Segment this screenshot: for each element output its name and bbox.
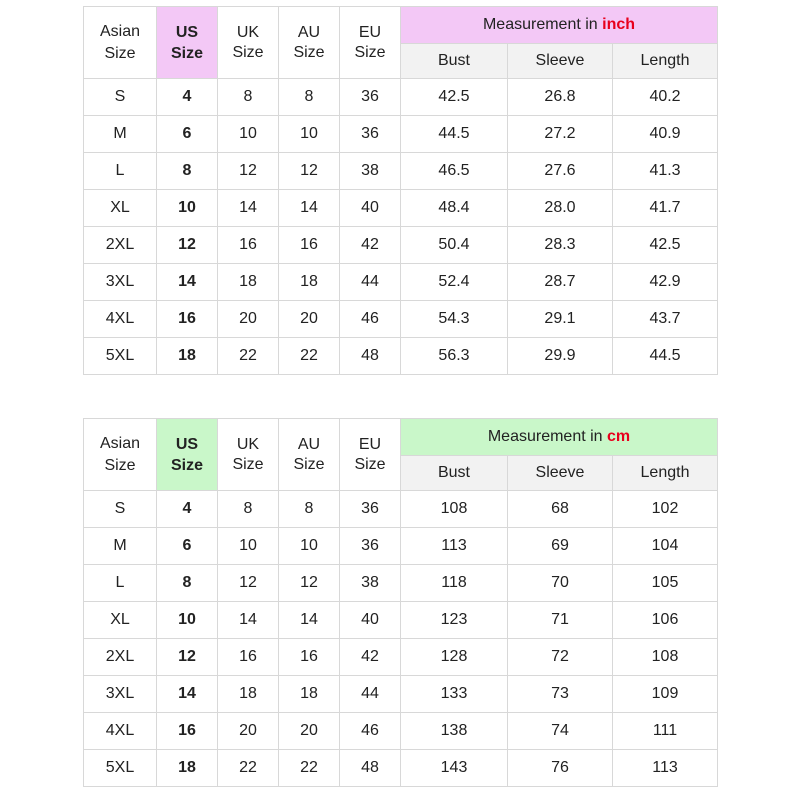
bust-cell: 50.4 [401, 227, 508, 264]
au-size-cell: 18 [279, 264, 340, 301]
eu-size-cell: 48 [340, 338, 401, 375]
asian-size-cell: 4XL [84, 713, 157, 750]
us-size-header [157, 7, 218, 79]
table-row [84, 491, 718, 528]
asian-size-header-line2: Size [104, 456, 136, 474]
length-cell: 106 [613, 602, 718, 639]
length-cell: 42.5 [613, 227, 718, 264]
au-size-cell: 16 [279, 639, 340, 676]
asian-size-cell: 4XL [84, 301, 157, 338]
us-size-header-line2: Size [170, 44, 203, 62]
uk-size-header [218, 7, 279, 79]
us-size-cell: 8 [157, 565, 218, 602]
sleeve-cell: 28.3 [508, 227, 613, 264]
length-cell: 42.9 [613, 264, 718, 301]
sleeve-cell: 28.0 [508, 190, 613, 227]
sleeve-cell: 74 [508, 713, 613, 750]
eu-size-header-line2: Size [354, 43, 386, 61]
bust-cell: 143 [401, 750, 508, 787]
bust-header: Bust [401, 456, 508, 491]
asian-size-cell: L [84, 153, 157, 190]
sleeve-cell: 71 [508, 602, 613, 639]
us-size-cell: 18 [157, 750, 218, 787]
table-row [84, 528, 718, 565]
eu-size-cell: 42 [340, 227, 401, 264]
au-size-header-line2: Size [293, 43, 325, 61]
asian-size-cell: 2XL [84, 227, 157, 264]
length-cell: 40.2 [613, 79, 718, 116]
uk-size-cell: 8 [218, 491, 279, 528]
us-size-cell: 8 [157, 153, 218, 190]
cm-header-row [84, 419, 718, 456]
asian-size-cell: M [84, 528, 157, 565]
eu-size-cell: 36 [340, 116, 401, 153]
measurement-inch-header [401, 7, 718, 44]
us-size-cell: 12 [157, 227, 218, 264]
eu-size-cell: 44 [340, 264, 401, 301]
uk-size-cell: 12 [218, 565, 279, 602]
measurement-cm-header [401, 419, 718, 456]
length-cell: 43.7 [613, 301, 718, 338]
measurement-prefix: Measurement in [487, 428, 608, 445]
uk-size-cell: 18 [218, 676, 279, 713]
length-cell: 108 [613, 639, 718, 676]
us-size-cell: 16 [157, 301, 218, 338]
sleeve-cell: 70 [508, 565, 613, 602]
length-header: Length [613, 456, 718, 491]
asian-size-header-line2: Size [104, 44, 136, 62]
sleeve-cell: 29.1 [508, 301, 613, 338]
au-size-cell: 20 [279, 713, 340, 750]
table-row [84, 264, 718, 301]
eu-size-cell: 40 [340, 602, 401, 639]
eu-size-cell: 46 [340, 301, 401, 338]
sleeve-header: Sleeve [508, 456, 613, 491]
bust-cell: 108 [401, 491, 508, 528]
eu-size-cell: 42 [340, 639, 401, 676]
length-cell: 41.7 [613, 190, 718, 227]
eu-size-header [340, 419, 401, 491]
sleeve-cell: 29.9 [508, 338, 613, 375]
bust-cell: 42.5 [401, 79, 508, 116]
table-row [84, 116, 718, 153]
au-size-cell: 20 [279, 301, 340, 338]
table-row [84, 153, 718, 190]
sleeve-cell: 73 [508, 676, 613, 713]
au-size-cell: 8 [279, 491, 340, 528]
measurement-prefix: Measurement in [482, 16, 603, 33]
cm-size-table [83, 418, 718, 787]
eu-size-header [340, 7, 401, 79]
us-size-header-line1: US [175, 435, 199, 453]
uk-size-cell: 10 [218, 528, 279, 565]
sleeve-cell: 72 [508, 639, 613, 676]
asian-size-cell: 2XL [84, 639, 157, 676]
au-size-header [279, 7, 340, 79]
asian-size-cell: 5XL [84, 338, 157, 375]
length-cell: 41.3 [613, 153, 718, 190]
us-size-cell: 12 [157, 639, 218, 676]
eu-size-header-line1: EU [358, 435, 382, 453]
sleeve-cell: 27.2 [508, 116, 613, 153]
sleeve-cell: 68 [508, 491, 613, 528]
asian-size-cell: M [84, 116, 157, 153]
asian-size-cell: XL [84, 602, 157, 639]
au-size-cell: 18 [279, 676, 340, 713]
bust-cell: 56.3 [401, 338, 508, 375]
inch-table-body [84, 7, 718, 375]
uk-size-cell: 20 [218, 301, 279, 338]
uk-size-cell: 8 [218, 79, 279, 116]
us-size-header [157, 419, 218, 491]
bust-cell: 123 [401, 602, 508, 639]
measurement-unit-cm: cm [607, 428, 631, 445]
asian-size-header [84, 419, 157, 491]
measurement-unit-inch: inch [602, 16, 636, 33]
table-row [84, 565, 718, 602]
asian-size-cell: S [84, 491, 157, 528]
bust-header: Bust [401, 44, 508, 79]
us-size-cell: 14 [157, 676, 218, 713]
asian-size-header-line1: Asian [99, 22, 141, 40]
length-cell: 111 [613, 713, 718, 750]
eu-size-header-line2: Size [354, 455, 386, 473]
uk-size-cell: 16 [218, 639, 279, 676]
table-row [84, 301, 718, 338]
table-row [84, 338, 718, 375]
bust-cell: 54.3 [401, 301, 508, 338]
uk-size-cell: 14 [218, 602, 279, 639]
table-row [84, 190, 718, 227]
length-cell: 113 [613, 750, 718, 787]
asian-size-cell: L [84, 565, 157, 602]
eu-size-cell: 38 [340, 153, 401, 190]
us-size-header-line1: US [175, 23, 199, 41]
uk-size-cell: 16 [218, 227, 279, 264]
eu-size-cell: 38 [340, 565, 401, 602]
eu-size-cell: 44 [340, 676, 401, 713]
table-row [84, 676, 718, 713]
length-cell: 44.5 [613, 338, 718, 375]
length-header: Length [613, 44, 718, 79]
us-size-cell: 18 [157, 338, 218, 375]
us-size-cell: 16 [157, 713, 218, 750]
inch-size-table [83, 6, 718, 375]
bust-cell: 48.4 [401, 190, 508, 227]
uk-size-header-line1: UK [236, 23, 260, 41]
table-row [84, 713, 718, 750]
eu-size-cell: 36 [340, 491, 401, 528]
us-size-cell: 14 [157, 264, 218, 301]
uk-size-cell: 14 [218, 190, 279, 227]
uk-size-cell: 22 [218, 750, 279, 787]
au-size-cell: 10 [279, 116, 340, 153]
bust-cell: 128 [401, 639, 508, 676]
sleeve-header: Sleeve [508, 44, 613, 79]
au-size-cell: 14 [279, 190, 340, 227]
asian-size-cell: S [84, 79, 157, 116]
table-row [84, 227, 718, 264]
au-size-cell: 22 [279, 338, 340, 375]
au-size-header-line2: Size [293, 455, 325, 473]
cm-table-body [84, 419, 718, 787]
asian-size-cell: 3XL [84, 264, 157, 301]
length-cell: 109 [613, 676, 718, 713]
au-size-header-line1: AU [297, 23, 321, 41]
us-size-cell: 6 [157, 528, 218, 565]
uk-size-cell: 12 [218, 153, 279, 190]
au-size-cell: 10 [279, 528, 340, 565]
us-size-cell: 10 [157, 190, 218, 227]
length-cell: 105 [613, 565, 718, 602]
length-cell: 102 [613, 491, 718, 528]
bust-cell: 44.5 [401, 116, 508, 153]
table-row [84, 79, 718, 116]
sleeve-cell: 27.6 [508, 153, 613, 190]
sleeve-cell: 76 [508, 750, 613, 787]
uk-size-cell: 10 [218, 116, 279, 153]
eu-size-cell: 48 [340, 750, 401, 787]
eu-size-cell: 40 [340, 190, 401, 227]
au-size-header-line1: AU [297, 435, 321, 453]
us-size-header-line2: Size [170, 456, 203, 474]
sleeve-cell: 26.8 [508, 79, 613, 116]
au-size-cell: 8 [279, 79, 340, 116]
length-cell: 40.9 [613, 116, 718, 153]
au-size-cell: 12 [279, 565, 340, 602]
us-size-cell: 6 [157, 116, 218, 153]
us-size-cell: 4 [157, 491, 218, 528]
length-cell: 104 [613, 528, 718, 565]
uk-size-cell: 18 [218, 264, 279, 301]
us-size-cell: 10 [157, 602, 218, 639]
uk-size-cell: 22 [218, 338, 279, 375]
asian-size-header-line1: Asian [99, 434, 141, 452]
us-size-cell: 4 [157, 79, 218, 116]
asian-size-cell: 3XL [84, 676, 157, 713]
sleeve-cell: 28.7 [508, 264, 613, 301]
au-size-header [279, 419, 340, 491]
au-size-cell: 22 [279, 750, 340, 787]
uk-size-cell: 20 [218, 713, 279, 750]
uk-size-header-line2: Size [232, 455, 264, 473]
bust-cell: 133 [401, 676, 508, 713]
bust-cell: 46.5 [401, 153, 508, 190]
uk-size-header-line1: UK [236, 435, 260, 453]
bust-cell: 113 [401, 528, 508, 565]
sleeve-cell: 69 [508, 528, 613, 565]
eu-size-cell: 36 [340, 79, 401, 116]
bust-cell: 138 [401, 713, 508, 750]
table-row [84, 639, 718, 676]
bust-cell: 118 [401, 565, 508, 602]
asian-size-cell: XL [84, 190, 157, 227]
au-size-cell: 12 [279, 153, 340, 190]
eu-size-header-line1: EU [358, 23, 382, 41]
asian-size-cell: 5XL [84, 750, 157, 787]
eu-size-cell: 46 [340, 713, 401, 750]
au-size-cell: 16 [279, 227, 340, 264]
eu-size-cell: 36 [340, 528, 401, 565]
table-row [84, 602, 718, 639]
bust-cell: 52.4 [401, 264, 508, 301]
table-row [84, 750, 718, 787]
inch-header-row [84, 7, 718, 44]
au-size-cell: 14 [279, 602, 340, 639]
asian-size-header [84, 7, 157, 79]
uk-size-header-line2: Size [232, 43, 264, 61]
uk-size-header [218, 419, 279, 491]
